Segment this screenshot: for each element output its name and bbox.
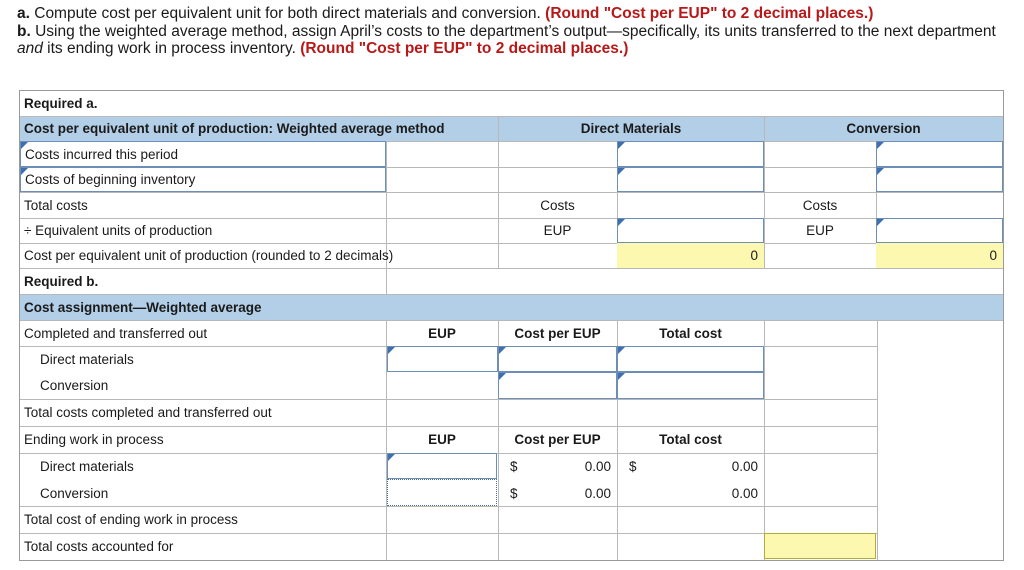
instruction-b <box>17 23 1017 58</box>
instruction-a-text: Compute cost per equivalent unit for both direct materials and conversion. <box>29 5 546 22</box>
costs-incurred-label-field[interactable] <box>20 141 386 167</box>
costs-beginning-label: Costs of beginning inventory <box>25 172 196 187</box>
total-completed-label: Total costs completed and transferred out <box>24 405 272 420</box>
ending-dm-dollar-2: $ <box>629 459 637 474</box>
ending-conv-total: 0.00 <box>731 485 758 501</box>
dm-costs-beginning-input[interactable] <box>617 167 764 192</box>
ending-dm-eup-input[interactable] <box>387 453 497 479</box>
dm-eup-label: EUP <box>543 223 572 238</box>
conv-costs-label: Costs <box>802 197 838 213</box>
conv-eup-label: EUP <box>806 223 834 238</box>
completed-dm-label: Direct materials <box>40 352 134 367</box>
ending-wip-label: Ending work in process <box>24 432 164 447</box>
eup-label: ÷ Equivalent units of production <box>24 223 213 238</box>
completed-conv-cost-per-eup-input[interactable] <box>498 372 617 399</box>
instruction-b-and: and <box>17 40 43 57</box>
completed-dm-total-input[interactable] <box>617 346 764 372</box>
dm-cost-per-eup-value: 0 <box>617 243 764 268</box>
ending-conv-label: Conversion <box>40 485 109 501</box>
ending-conv-dollar: $ <box>510 485 518 501</box>
ending-dm-cost-per-eup: 0.00 <box>584 459 611 474</box>
total-costs-label: Total costs <box>24 197 88 213</box>
instructions <box>17 5 1017 58</box>
ending-dm-dollar-1: $ <box>510 459 518 474</box>
conv-eup-input[interactable] <box>876 218 1003 243</box>
ending-conv-eup-input[interactable] <box>387 479 497 506</box>
col-eup: EUP <box>428 325 456 341</box>
instruction-b-round: (Round "Cost per EUP" to 2 decimal places.) <box>300 40 629 57</box>
instruction-b-text: Using the weighted average method, assign April’s costs to the department’s output—specifically, its units transferred to the next department <box>30 22 996 40</box>
instruction-a-round: (Round "Cost per EUP" to 2 decimal places.) <box>545 5 874 22</box>
total-accounted-label: Total costs accounted for <box>24 539 174 554</box>
instruction-b-prefix: b. <box>17 22 31 40</box>
conv-cost-per-eup-value: 0 <box>876 243 1003 268</box>
col-conversion: Conversion <box>846 121 921 136</box>
dm-costs-label: Costs <box>540 197 575 213</box>
ending-dm-total: 0.00 <box>731 459 758 474</box>
completed-conv-total-input[interactable] <box>617 372 764 399</box>
total-ending-wip-label: Total cost of ending work in process <box>24 512 238 527</box>
col-eup-2: EUP <box>428 432 456 447</box>
col-direct-materials: Direct Materials <box>580 121 682 136</box>
col-total-cost: Total cost <box>659 325 722 341</box>
col-cost-per-eup: Cost per EUP <box>514 325 601 341</box>
instruction-a <box>17 5 1017 23</box>
instruction-b-text2: its ending work in process inventory. <box>42 40 301 57</box>
conv-costs-beginning-input[interactable] <box>876 167 1003 192</box>
dm-eup-input[interactable] <box>617 218 764 243</box>
col-total-cost-2: Total cost <box>659 432 722 447</box>
completed-dm-cost-per-eup-input[interactable] <box>498 346 617 372</box>
required-b-title: Required b. <box>24 273 99 289</box>
col-cost-per-eup-2: Cost per EUP <box>514 432 601 447</box>
instruction-a-prefix: a. <box>17 5 30 22</box>
part-b-header: Cost assignment—Weighted average <box>24 299 262 315</box>
ending-conv-cost-per-eup: 0.00 <box>584 485 611 501</box>
total-accounted-value <box>764 533 876 559</box>
completed-transferred-label: Completed and transferred out <box>24 325 208 341</box>
costs-incurred-label: Costs incurred this period <box>25 146 179 162</box>
dm-costs-incurred-input[interactable] <box>617 141 764 167</box>
part-a-header: Cost per equivalent unit of production: Weighted average method <box>24 121 445 136</box>
conv-costs-incurred-input[interactable] <box>876 141 1003 167</box>
worksheet-table <box>19 90 1004 561</box>
completed-dm-eup-input[interactable] <box>387 346 498 372</box>
costs-beginning-label-field[interactable] <box>20 167 386 192</box>
required-a-title: Required a. <box>24 96 98 111</box>
ending-dm-label: Direct materials <box>40 459 134 474</box>
cost-per-eup-label: Cost per equivalent unit of production (rounded to 2 decimals) <box>24 248 394 263</box>
completed-conv-label: Conversion <box>40 378 109 393</box>
